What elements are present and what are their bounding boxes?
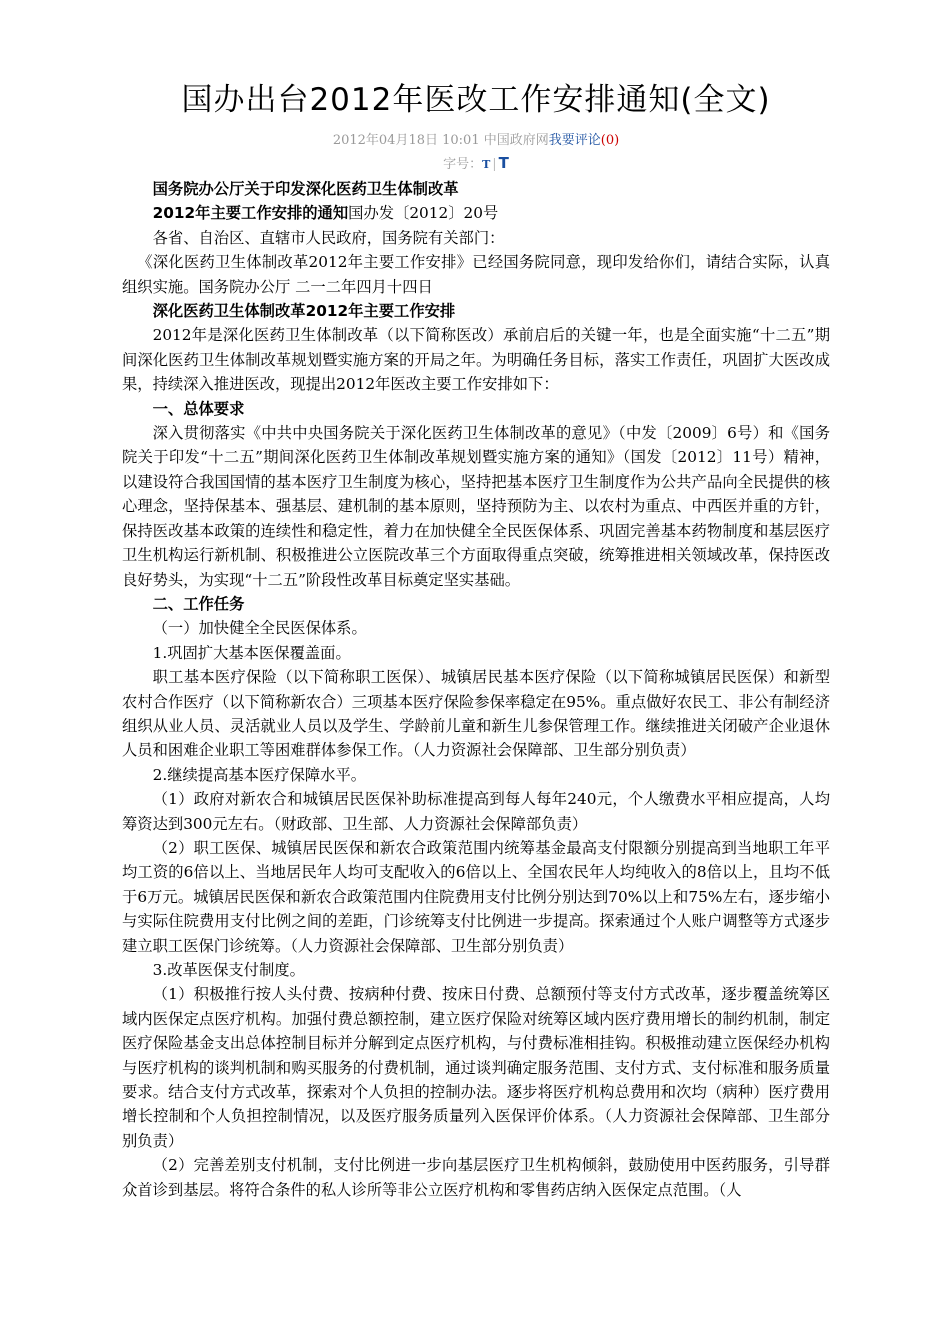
subsection-heading: （一）加快健全全民医保体系。: [152, 619, 367, 638]
section-heading-main: 深化医药卫生体制改革2012年主要工作安排: [152, 302, 456, 321]
paragraph-intro: 2012年是深化医药卫生体制改革（以下简称医改）承前启后的关键一年，也是全面实施“十二五”期间深化医药卫生体制改革规划暨实施方案的开局之年。为明确任务目标，落实工作责任，巩固扩大医改成果，持续深入推进医改，现提出2012年医改主要工作安排如下：: [122, 326, 830, 394]
article-meta: [122, 132, 830, 150]
item-heading: 3.改革医保支付制度。: [152, 961, 305, 979]
publish-info: 2012年04月18日 10:01 中国政府网: [332, 133, 549, 148]
addressee: 各省、自治区、直辖市人民政府，国务院有关部门：: [152, 228, 505, 247]
section-heading-1: 一、总体要求: [152, 399, 245, 418]
section-heading-2: 二、工作任务: [152, 594, 245, 613]
comment-count: (0): [600, 133, 620, 148]
font-large-button[interactable]: T: [498, 154, 509, 172]
notice-title-line2: [122, 201, 830, 225]
item-heading: 1.巩固扩大基本医保覆盖面。: [152, 643, 351, 662]
paragraph: （2）职工医保、城镇居民医保和新农合政策范围内统筹基金最高支付限额分别提高到当地职工年平均工资的6倍以上、当地居民年人均可支配收入的6倍以上、全国农民年人均纯收入的8倍以上，且均不低于6万元。城镇居民医保和新农合政策范围内住院费用支付比例分别达到70%以上和75%左右，逐步缩小与实际住院费用支付比例之间的差距，门诊统筹支付比例进一步提高。探索通过个人账户调整等方式逐步建立职工医保门诊统筹。（人力资源社会保障部、卫生部分别负责）: [122, 838, 830, 955]
notice-title-line1: 国务院办公厅关于印发深化医药卫生体制改革: [152, 180, 459, 198]
item-heading: 2.继续提高基本医疗保障水平。: [152, 765, 367, 784]
paragraph: 职工基本医疗保险（以下简称职工医保）、城镇居民基本医疗保险（以下简称城镇居民医保）和新型农村合作医疗（以下简称新农合）三项基本医疗保险参保率稳定在95%。重点做好农民工、非公有制经济组织从业人员、灵活就业人员以及学生、学龄前儿童和新生儿参保管理工作。继续推进关闭破产企业退休人员和困难企业职工等困难群体参保工作。（人力资源社会保障部、卫生部分别负责）: [122, 668, 830, 760]
paragraph: （1）政府对新农合和城镇居民医保补助标准提高到每人每年240元，个人缴费水平相应提高，人均筹资达到300元左右。（财政部、卫生部、人力资源社会保障部负责）: [122, 790, 830, 833]
font-size-separator: |: [492, 157, 497, 172]
article-body: [122, 177, 830, 1202]
notice-title-bold: 2012年主要工作安排的通知: [152, 204, 349, 223]
paragraph: （1）积极推行按人头付费、按病种付费、按床日付费、总额预付等支付方式改革，逐步覆盖统筹区域内医保定点医疗机构。加强付费总额控制，建立医疗保险对统筹区域内医疗费用增长的制约机制，制定医疗保险基金支出总体控制目标并分解到定点医疗机构，与付费标准相挂钩。积极推动建立医保经办机构与医疗机构的谈判机制和购买服务的付费机制，通过谈判确定服务范围、支付方式、支付标准和服务质量要求。结合支付方式改革，探索对个人负担的控制办法。逐步将医疗机构总费用和次均（病种）医疗费用增长控制和个人负担控制情况，以及医疗服务质量列入医保评价体系。（人力资源社会保障部、卫生部分别负责）: [122, 985, 830, 1150]
notice-body: 《深化医药卫生体制改革2012年主要工作安排》已经国务院同意，现印发给你们，请结合实际，认真组织实施。国务院办公厅 二一二年四月十四日: [122, 253, 830, 296]
article: [122, 78, 830, 1202]
font-small-button[interactable]: T: [482, 158, 491, 171]
font-size-label: 字号：: [443, 157, 483, 172]
paragraph: 深入贯彻落实《中共中央国务院关于深化医药卫生体制改革的意见》（中发〔2009〕6号）和《国务院关于印发“十二五”期间深化医药卫生体制改革规划暨实施方案的通知》（国发〔2012〕11号）精神，以建设符合我国国情的基本医疗卫生制度为核心，坚持把基本医疗卫生制度作为公共产品向全民提供的核心理念，坚持保基本、强基层、建机制的基本原则，坚持预防为主、以农村为重点、中西医并重的方针，保持医改基本政策的连续性和稳定性，着力在加快健全全民医保体系、巩固完善基本药物制度和基层医疗卫生机构运行新机制、积极推进公立医院改革三个方面取得重点突破，统筹推进相关领域改革，保持医改良好势头，为实现“十二五”阶段性改革目标奠定坚实基础。: [122, 424, 830, 589]
comment-link[interactable]: 我要评论: [548, 133, 601, 148]
font-size-control: [122, 154, 830, 174]
document-number: 国办发〔2012〕20号: [348, 204, 499, 223]
paragraph: （2）完善差别支付机制，支付比例进一步向基层医疗卫生机构倾斜，鼓励使用中医药服务，引导群众首诊到基层。将符合条件的私人诊所等非公立医疗机构和零售药店纳入医保定点范围。（人: [122, 1156, 830, 1199]
page-title: 国办出台2012年医改工作安排通知(全文): [181, 82, 771, 118]
